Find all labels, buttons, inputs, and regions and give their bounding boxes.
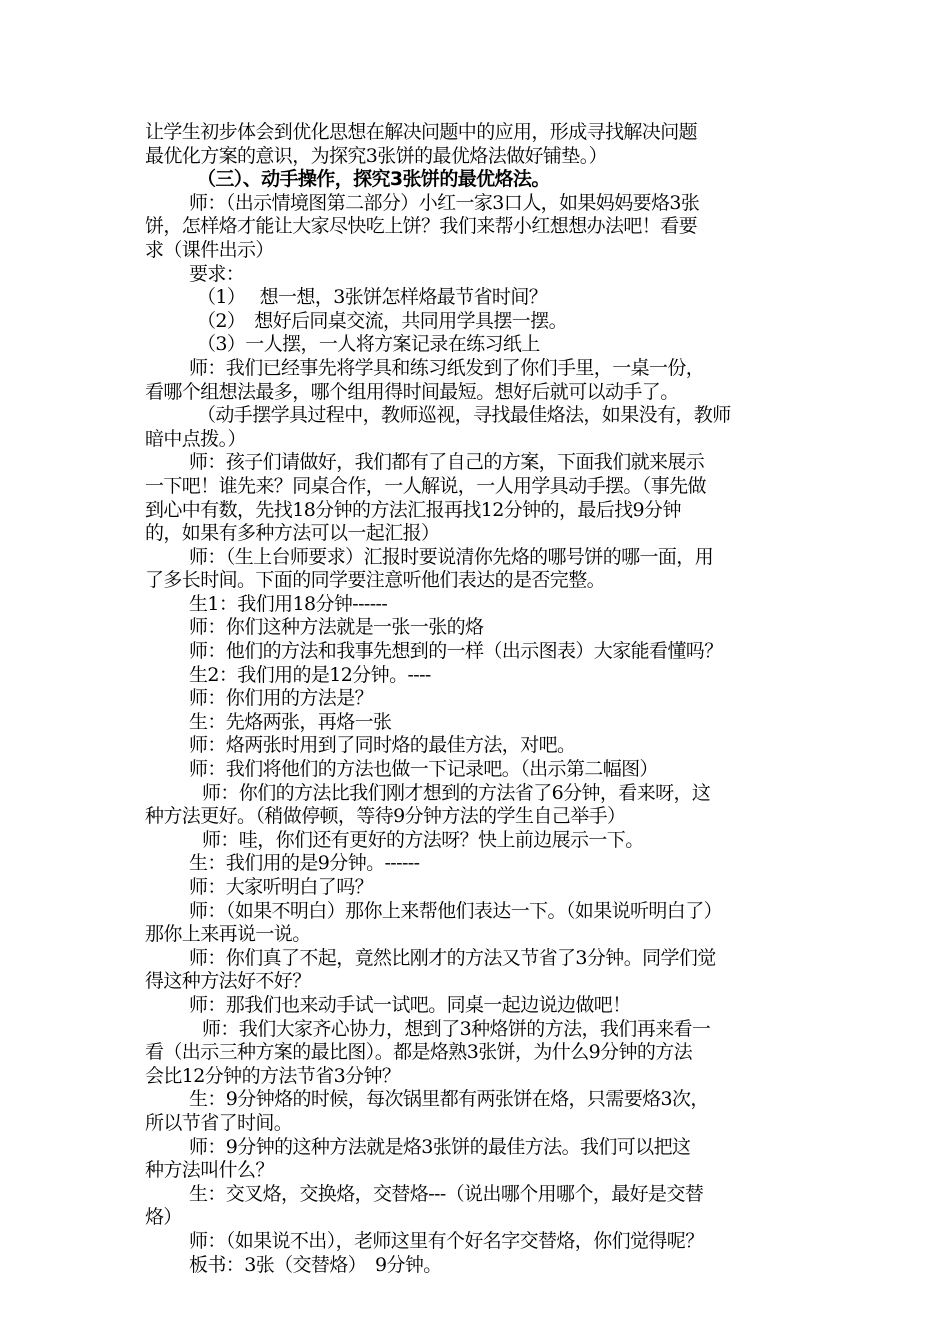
text-line: 让学生初步体会到优化思想在解决问题中的应用，形成寻找解决问题 xyxy=(145,121,698,143)
text-line: 了多长时间。下面的同学要注意听他们表达的是否完整。 xyxy=(145,569,606,592)
text-line: 所以节省了时间。 xyxy=(145,1111,293,1134)
text-line: 师：（出示情境图第二部分）小红一家3口人，如果妈妈要烙3张 xyxy=(189,191,700,214)
text-line: 看（出示三种方案的最比图）。都是烙熟3张饼，为什么9分钟的方法 xyxy=(145,1041,693,1064)
text-line: 种方法叫什么？ xyxy=(145,1159,274,1182)
text-line: 生：先烙两张，再烙一张 xyxy=(189,710,392,733)
text-line: 师：那我们也来动手试一试吧。同桌一起边说边做吧！ xyxy=(189,993,631,1016)
text-line: 师：你们这种方法就是一张一张的烙 xyxy=(189,616,484,639)
text-line: （2） 想好后同桌交流，共同用学具摆一摆。 xyxy=(197,309,567,332)
text-line: 最优化方案的意识，为探究3张饼的最优烙法做好铺垫。） xyxy=(145,144,607,167)
text-line: 板书：3张（交替烙） 9分钟。 xyxy=(189,1253,442,1276)
text-line: 师：我们将他们的方法也做一下记录吧。（出示第二幅图） xyxy=(189,758,658,781)
text-line: 师：烙两张时用到了同时烙的最佳方法，对吧。 xyxy=(189,734,576,757)
text-line: 师：你们用的方法是？ xyxy=(189,687,374,710)
text-line: 师：你们真了不起，竟然比刚才的方法又节省了3分钟。同学们觉 xyxy=(189,946,716,969)
text-line: 师：我们已经事先将学具和练习纸发到了你们手里，一桌一份， xyxy=(189,356,705,379)
text-line: 师：大家听明白了吗？ xyxy=(189,876,374,898)
text-line: 师：他们的方法和我事先想到的一样（出示图表）大家能看懂吗？ xyxy=(189,640,723,663)
text-line: 师：哇，你们还有更好的方法呀？快上前边展示一下。 xyxy=(202,828,644,851)
text-line: 那你上来再说一说。 xyxy=(145,923,311,946)
text-line: 的，如果有多种方法可以一起汇报） xyxy=(145,522,440,545)
text-line: 会比12分钟的方法节省3分钟？ xyxy=(145,1064,401,1087)
text-line: 种方法更好。（稍做停顿，等待9分钟方法的学生自己举手） xyxy=(145,805,626,828)
text-line: 暗中点拨。） xyxy=(145,427,246,450)
text-line: 生：我们用的是9分钟。------ xyxy=(189,852,420,875)
text-line: 师：9分钟的这种方法就是烙3张饼的最佳方法。我们可以把这 xyxy=(189,1135,691,1158)
text-line: 师：（如果说不出），老师这里有个好名字交替烙，你们觉得呢？ xyxy=(189,1229,704,1252)
text-line: 师：（生上台师要求）汇报时要说清你先烙的哪号饼的哪一面，用 xyxy=(189,545,714,568)
text-line: 烙） xyxy=(145,1206,182,1229)
text-line: 师：（如果不明白）那你上来帮他们表达一下。（如果说听明白了） xyxy=(189,899,723,922)
text-line: 饼，怎样烙才能让大家尽快吃上饼？我们来帮小红想想办法吧！看要 xyxy=(145,215,698,238)
text-line: 生：9分钟烙的时候，每次锅里都有两张饼在烙，只需要烙3次， xyxy=(189,1088,709,1111)
text-line: 要求： xyxy=(189,262,245,285)
text-line: 得这种方法好不好？ xyxy=(145,970,311,993)
text-line: 师：孩子们请做好，我们都有了自己的方案，下面我们就来展示 xyxy=(189,451,705,474)
text-line: （动手摆学具过程中，教师巡视，寻找最佳烙法，如果没有，教师 xyxy=(197,404,731,427)
text-line: （3）一人摆，一人将方案记录在练习纸上 xyxy=(197,333,540,356)
section-heading: （三）、动手操作，探究3张饼的最优烙法。 xyxy=(197,168,550,191)
text-line: 生1：我们用18分钟------ xyxy=(189,592,388,615)
text-line: 生2：我们用的是12分钟。---- xyxy=(189,663,431,686)
text-line: 师：你们的方法比我们刚才想到的方法省了6分钟，看来呀，这 xyxy=(202,781,711,804)
text-line: 一下吧！谁先来？同桌合作，一人解说，一人用学具动手摆。（事先做 xyxy=(145,474,706,497)
text-line: （1） 想一想，3张饼怎样烙最节省时间？ xyxy=(197,286,548,309)
document-body xyxy=(145,121,810,1277)
text-line: 师：我们大家齐心协力，想到了3种烙饼的方法，我们再来看一 xyxy=(202,1017,711,1040)
text-line: 到心中有数，先找18分钟的方法汇报再找12分钟的，最后找9分钟 xyxy=(145,498,681,521)
text-line: 看哪个组想法最多，哪个组用得时间最短。想好后就可以动手了。 xyxy=(145,380,679,403)
text-line: 生：交叉烙，交换烙，交替烙---（说出哪个用哪个，最好是交替 xyxy=(189,1182,704,1205)
text-line: 求（课件出示） xyxy=(145,238,274,261)
